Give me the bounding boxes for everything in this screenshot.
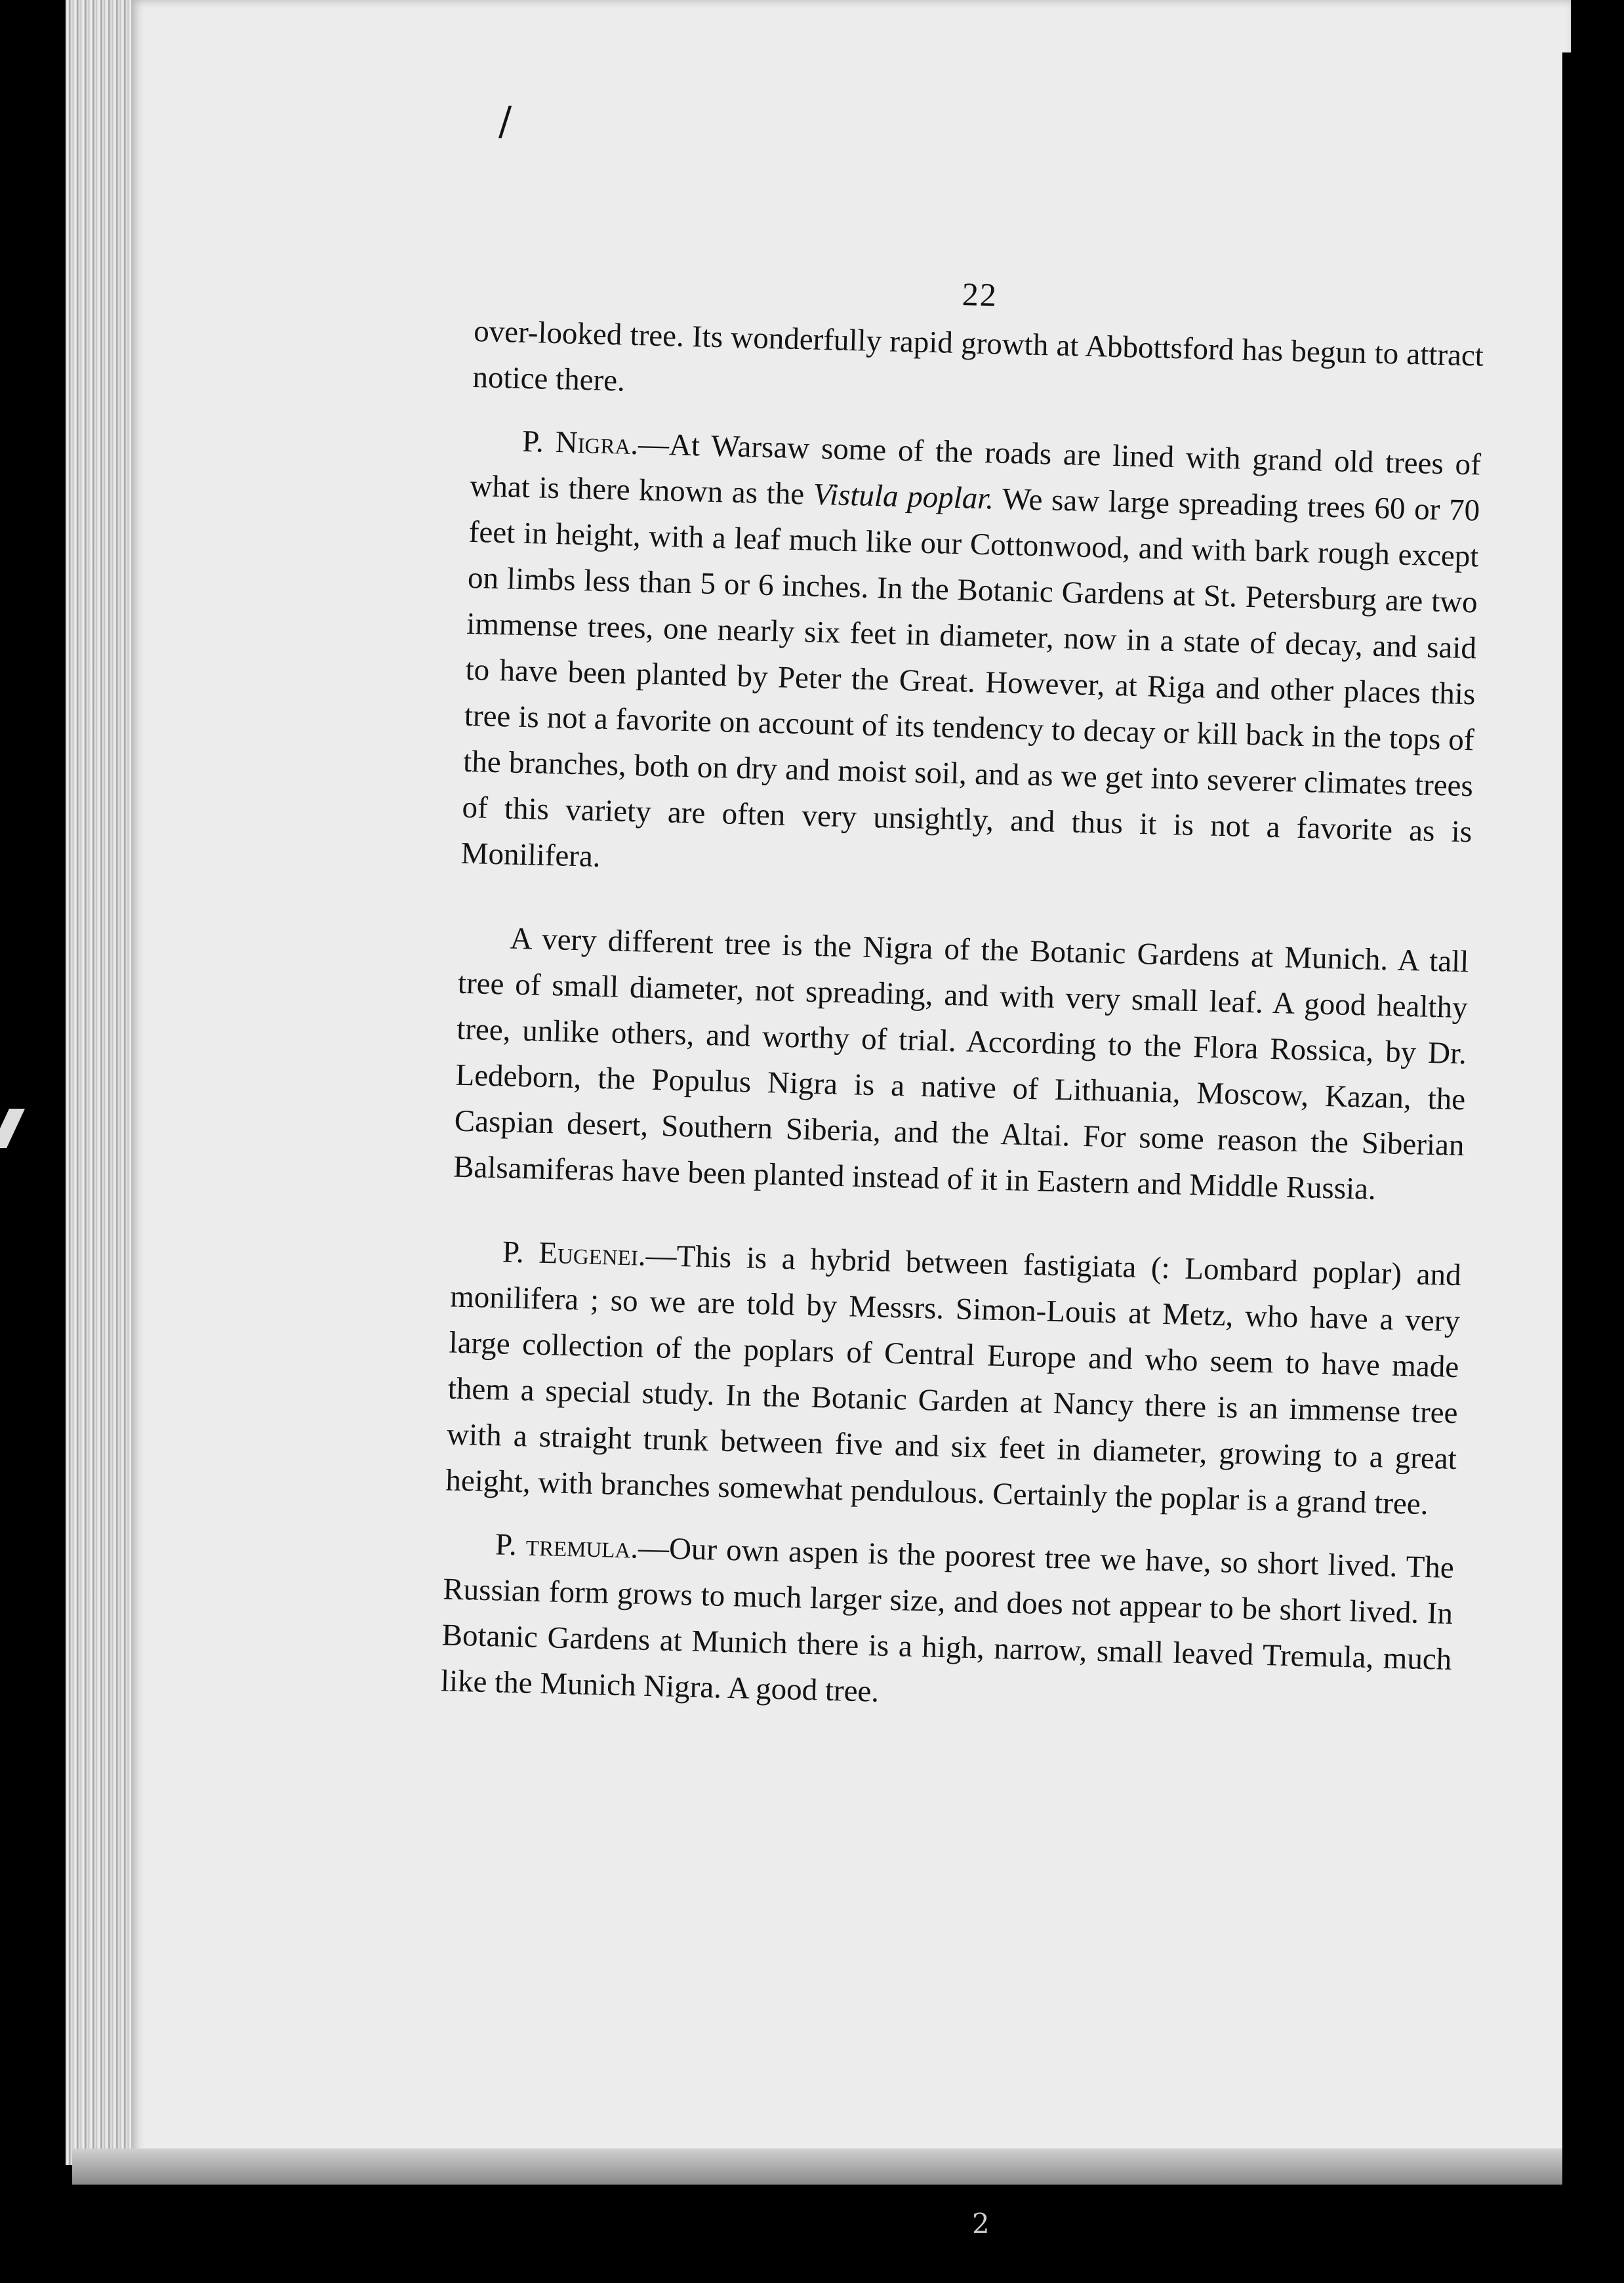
italic-term: Vistula poplar. <box>813 477 994 516</box>
page-text <box>440 259 1485 1729</box>
scan-artifact <box>0 1109 25 1148</box>
page-bottom-edge <box>72 2149 1581 2185</box>
ink-mark-top: / <box>498 98 512 144</box>
section-heading: P. Eugenei. <box>502 1235 647 1273</box>
ink-mark-bottom: 2 <box>972 2208 990 2240</box>
paragraph-munich-nigra <box>453 915 1469 1215</box>
section-heading: P. tremula. <box>495 1527 639 1565</box>
paragraph-text: We saw large spreading trees 60 or 70 feet in height, with a leaf much like our Cottonwood, and with bark rough except on limbs less than 5 or 6 inches. In the Botanic Gardens at St. Petersburg are two immense trees, one nearly six feet in diameter, now in a state of decay, and said to have been planted by Peter the Great. However, at Riga and other places this tree is not a favorite on account of its tendency to decay or kill back in the tops of the branches, both on dry and moist soil, and as we get into severer climates trees of this variety are often very unsightly, and thus it is not a favorite as is Monilifera. <box>460 482 1480 874</box>
paragraph-text: A very different tree is the Nigra of the Botanic Gardens at Munich. A tall tree of small diameter, not spreading, and with very small leaf. A good healthy tree, unlike others, and worthy of trial. According to the Flora Rossica, by Dr. Ledeborn, the Populus Nigra is a native of Lithuania, Moscow, Kazan, the Caspian desert, Southern Siberia, and the Altai. For some reason the Siberian Balsamiferas have been planted instead of it in Eastern and Middle Russia. <box>453 921 1469 1206</box>
section-heading: P. Nigra. <box>521 424 639 462</box>
paragraph-nigra <box>460 417 1482 901</box>
page-number: 22 <box>962 276 998 314</box>
paragraph-text: —This is a hybrid between fastigiata (: Lombard poplar) and monilifera ; so we are told by Messrs. Simon-Louis at Metz, who have a very large collection of the poplars of Central Europe and who seem to have made them a special study. In the Botanic Garden at Nancy there is an immense tree with a straight trunk between five and six feet in diameter, growing to a great height, with branches somewhat pendulous. Certainly the poplar is a grand tree. <box>445 1238 1462 1522</box>
paragraph-text: —At Warsaw some of the roads are lined with grand old trees of what is there known as the <box>469 427 1482 512</box>
paragraph-text: over-looked tree. Its wonderfully rapid growth at Abbottsford has begun to attract notice there. <box>472 314 1484 398</box>
gutter-shadow <box>1562 52 1581 2283</box>
paragraph-text: —Our own aspen is the poorest tree we have, so short lived. The Russian form grows to much larger size, and does not appear to be short lived. In Botanic Gardens at Munich there is a high, narrow, small leaved Tremula, much like the Munich Nigra. A good tree. <box>440 1531 1455 1709</box>
paragraph-eugenei <box>445 1228 1462 1529</box>
paragraph-tremula <box>440 1520 1454 1729</box>
page-edge-stack <box>66 0 138 2165</box>
